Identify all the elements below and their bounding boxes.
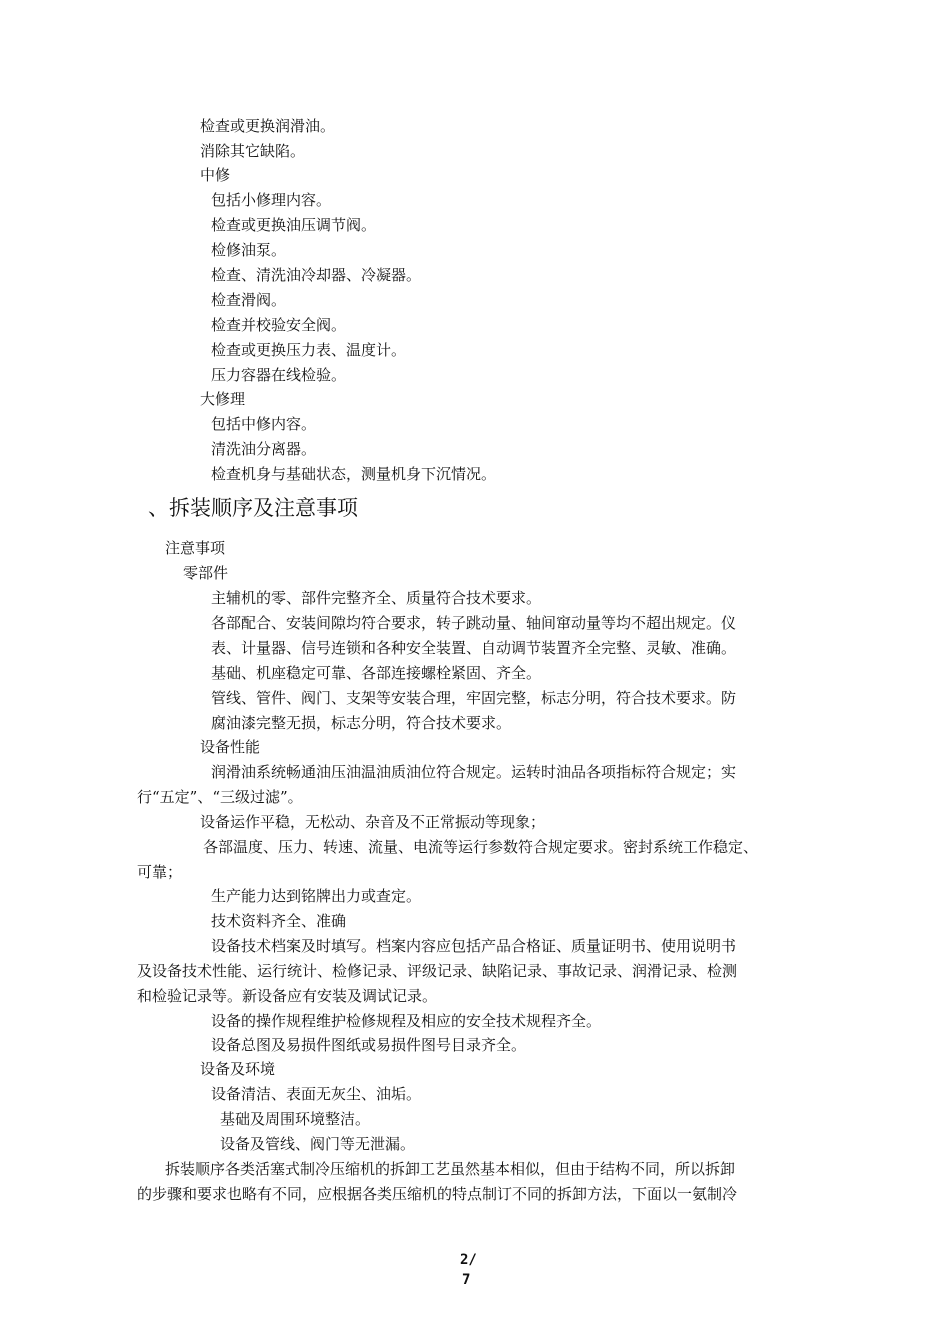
text-line: 及设备技术性能、运行统计、检修记录、评级记录、缺陷记录、事故记录、润滑记录、检测 [137,962,738,980]
text-line: 腐油漆完整无损，标志分明，符合技术要求。 [211,714,512,732]
subsection-title: 设备性能 [200,738,261,756]
page-number: 2/ [460,1252,477,1268]
text-line: 设备运作平稳，无松动、杂音及不正常振动等现象； [200,813,546,831]
text-line: 可靠； [137,863,183,881]
text-line: 设备的操作规程维护检修规程及相应的安全技术规程齐全。 [211,1012,602,1030]
text-line: 生产能力达到铭牌出力或查定。 [211,887,422,905]
page-number-total: 7 [462,1272,471,1288]
text-line: 设备及管线、阀门等无泄漏。 [220,1135,416,1153]
list-item: 检修油泵。 [211,241,287,259]
text-line: 消除其它缺陷。 [200,142,306,160]
list-item: 检查机身与基础状态，测量机身下沉情况。 [211,465,497,483]
list-item: 检查或更换压力表、温度计。 [211,341,407,359]
text-line: 表、计量器、信号连锁和各种安全装置、自动调节装置齐全完整、灵敏、准确。 [211,639,737,657]
text-line: 设备技术档案及时填写。档案内容应包括产品合格证、质量证明书、使用说明书 [211,937,737,955]
paragraph-line: 的步骤和要求也略有不同，应根据各类压缩机的特点制订不同的拆卸方法，下面以一氨制冷 [137,1185,738,1203]
list-item: 清洗油分离器。 [211,440,317,458]
text-line: 各部配合、安装间隙均符合要求，转子跳动量、轴间窜动量等均不超出规定。仪 [211,614,737,632]
text-line: 行“五定”、“三级过滤”。 [137,788,303,806]
list-item: 包括中修内容。 [211,415,317,433]
section-heading: 、拆装顺序及注意事项 [148,496,358,520]
list-item: 检查滑阀。 [211,291,287,309]
text-line: 和检验记录等。新设备应有安装及调试记录。 [137,987,438,1005]
subsection-title: 中修 [200,166,231,184]
paragraph-line: 拆装顺序各类活塞式制冷压缩机的拆卸工艺虽然基本相似，但由于结构不同，所以拆卸 [165,1160,736,1178]
list-item: 检查或更换油压调节阀。 [211,216,377,234]
text-line: 设备总图及易损件图纸或易损件图号目录齐全。 [211,1036,527,1054]
subsection-title: 大修理 [200,390,246,408]
text-line: 各部温度、压力、转速、流量、电流等运行参数符合规定要求。密封系统工作稳定、 [203,838,759,856]
text-line: 设备清洁、表面无灰尘、油垢。 [211,1085,422,1103]
text-line: 技术资料齐全、准确 [211,912,347,930]
subsection-title: 设备及环境 [200,1060,276,1078]
text-line: 润滑油系统畅通油压油温油质油位符合规定。运转时油品各项指标符合规定；实 [211,763,737,781]
subsection-title: 注意事项 [165,539,226,557]
text-line: 基础及周围环境整洁。 [220,1110,371,1128]
list-item: 检查、清洗油冷却器、冷凝器。 [211,266,422,284]
text-line: 检查或更换润滑油。 [200,117,336,135]
text-line: 管线、管件、阀门、支架等安装合理，牢固完整，标志分明，符合技术要求。防 [211,689,737,707]
list-item: 包括小修理内容。 [211,191,332,209]
list-item: 压力容器在线检验。 [211,366,347,384]
subsection-title: 零部件 [183,564,229,582]
text-line: 基础、机座稳定可靠、各部连接螺栓紧固、齐全。 [211,664,542,682]
text-line: 主辅机的零、部件完整齐全、质量符合技术要求。 [211,589,542,607]
list-item: 检查并校验安全阀。 [211,316,347,334]
